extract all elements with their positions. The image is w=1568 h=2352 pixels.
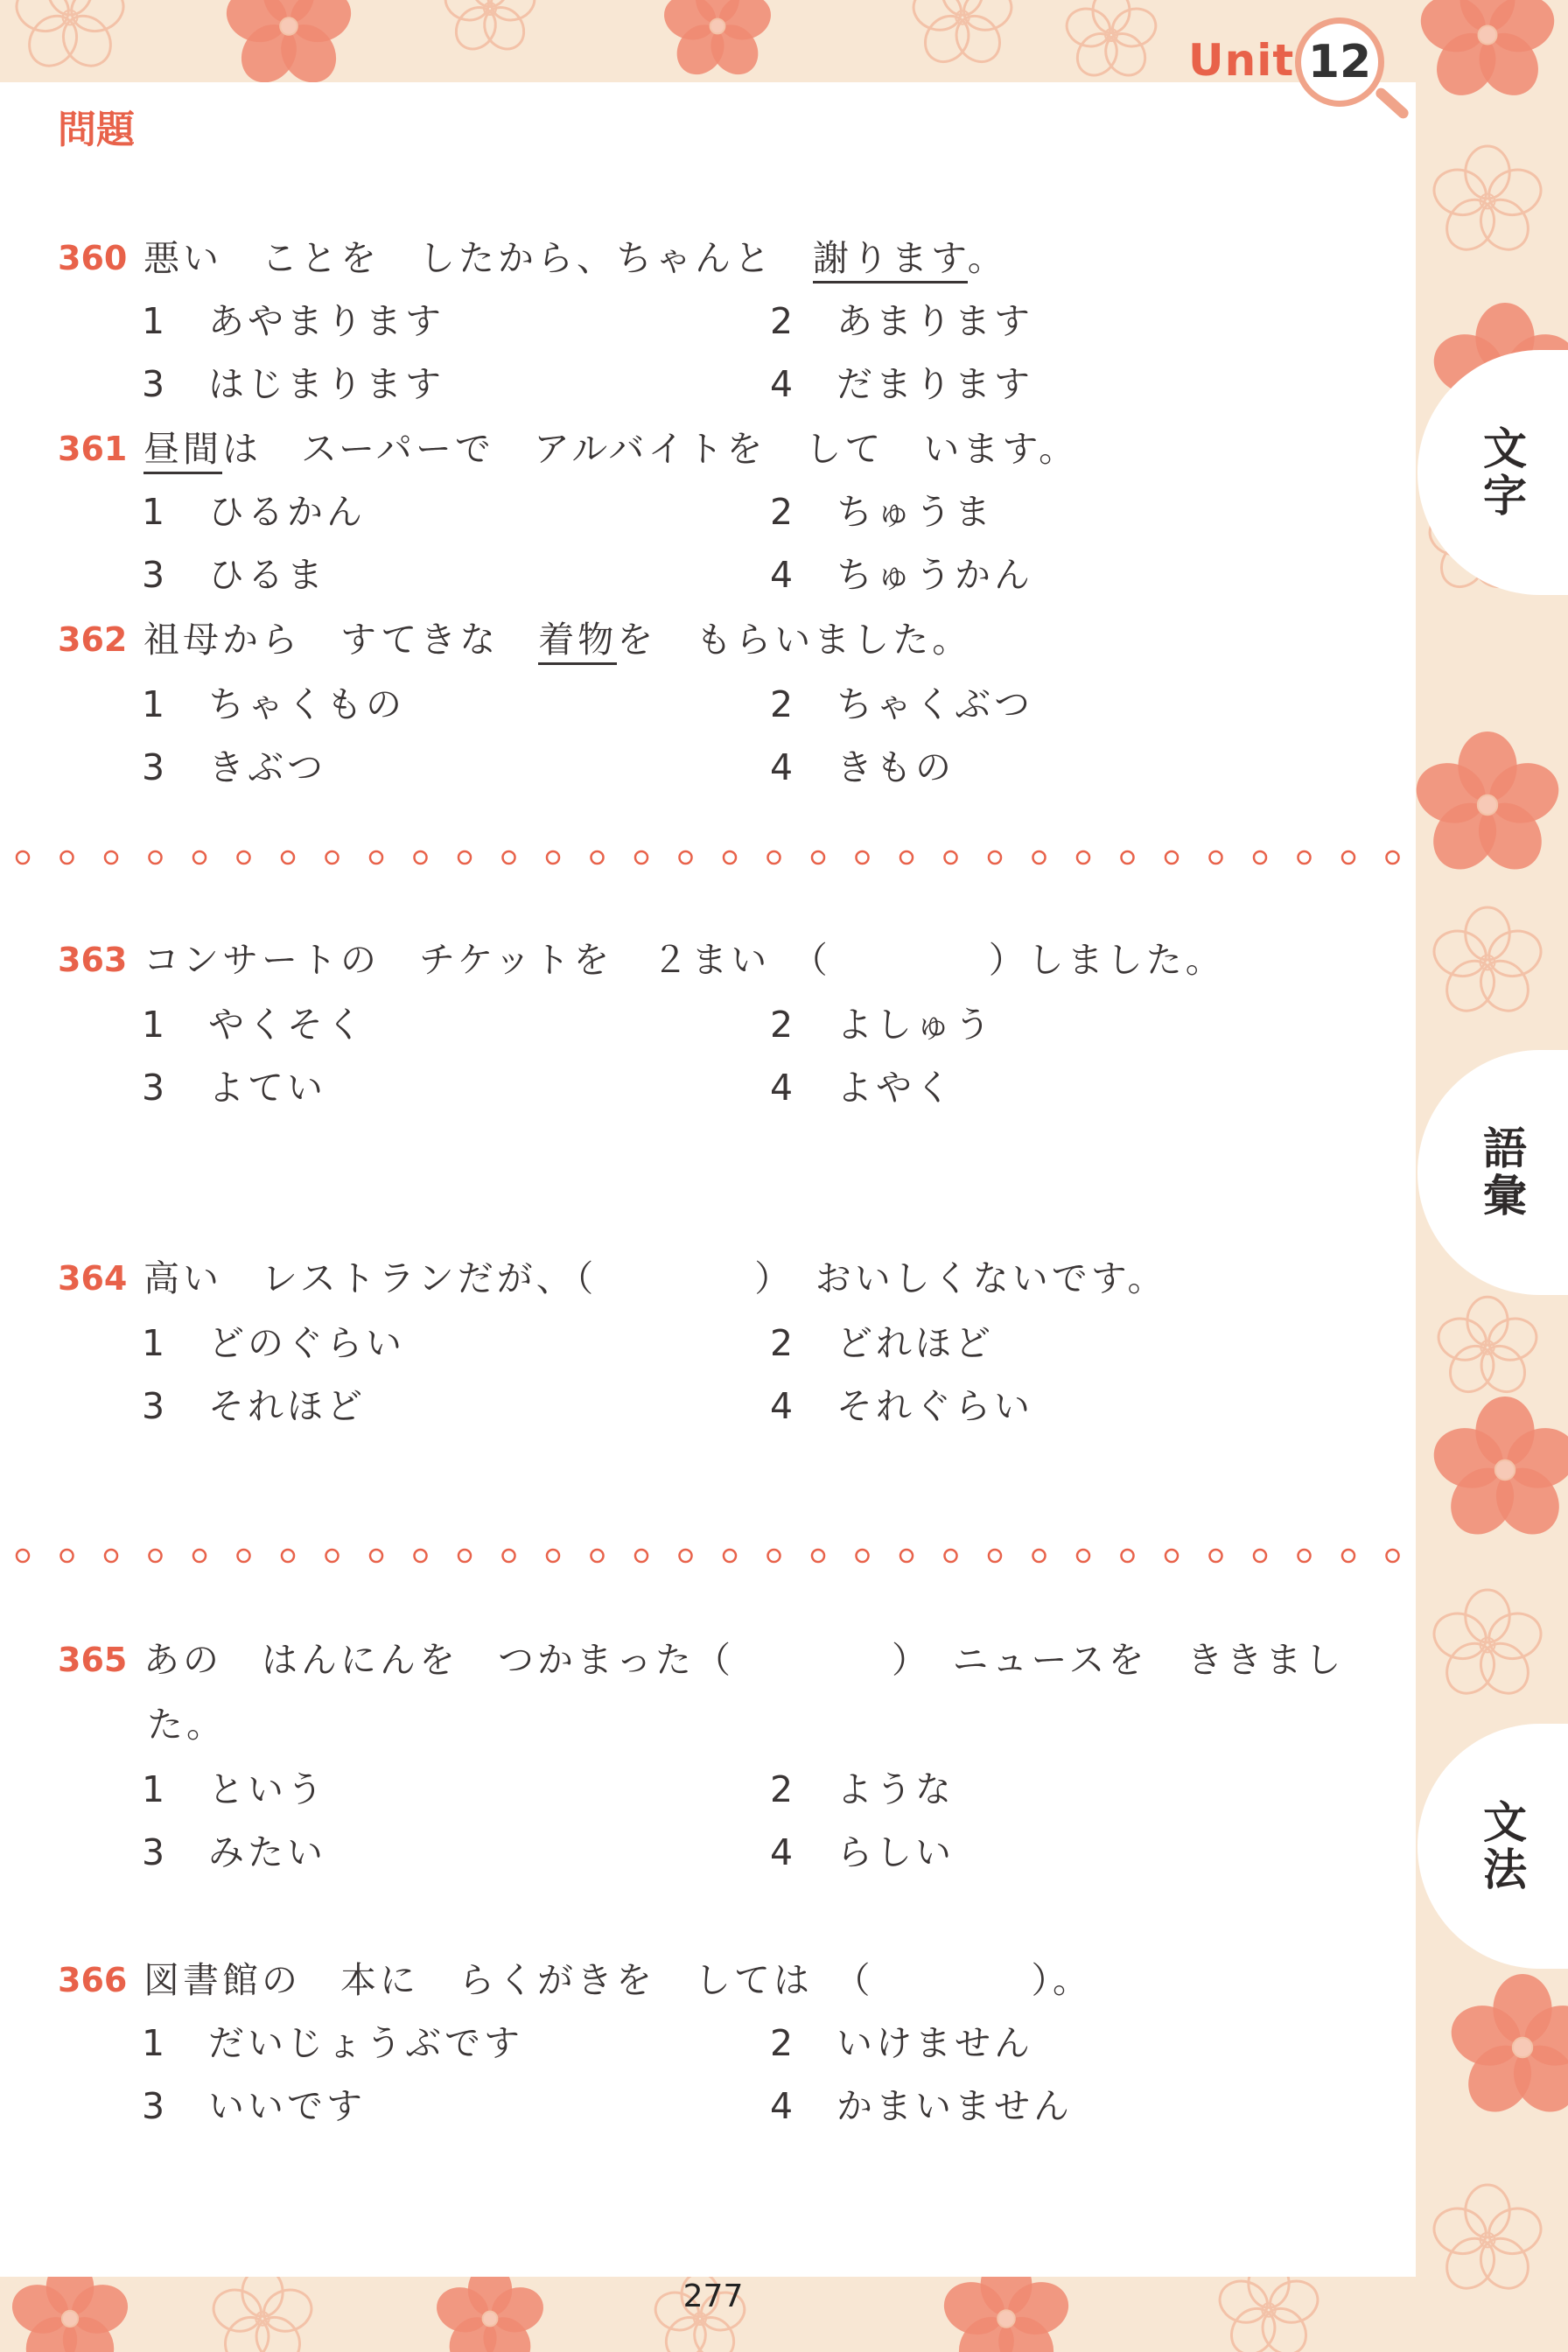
divider-dot <box>635 1550 648 1562</box>
sakura-flower-icon <box>1428 146 1546 259</box>
question-stem: 昼間は スーパーで アルバイトを して います。 <box>144 416 1078 481</box>
option-365-3[interactable]: 3 みたい <box>142 1831 326 1873</box>
divider-dot <box>238 1550 250 1562</box>
sakura-flower-icon <box>220 0 358 94</box>
divider-dot <box>458 1550 471 1562</box>
option-361-3[interactable]: 3 ひるま <box>142 554 326 596</box>
divider-dot <box>503 1550 515 1562</box>
divider-dot <box>1387 1550 1399 1562</box>
side-tab-label: 文字 <box>1476 425 1527 520</box>
divider-dot <box>1210 851 1222 864</box>
divider-dot <box>61 851 74 864</box>
sakura-flower-icon <box>1444 1974 1568 2124</box>
divider-dot <box>415 851 427 864</box>
divider-dot <box>326 851 339 864</box>
option-360-1[interactable]: 1 あやまります <box>142 300 444 342</box>
divider-dot <box>193 1550 206 1562</box>
question-number: 363 <box>58 941 128 979</box>
divider-dot <box>1077 851 1089 864</box>
divider-dot <box>945 851 957 864</box>
unit-number-badge: 12 <box>1295 18 1384 107</box>
option-361-1[interactable]: 1 ひるかん <box>142 491 366 533</box>
option-364-1[interactable]: 1 どのぐらい <box>142 1322 405 1364</box>
option-366-3[interactable]: 3 いいです <box>142 2085 366 2127</box>
divider-dot <box>17 1550 29 1562</box>
divider-dot <box>458 851 471 864</box>
side-tab-label: 文法 <box>1476 1799 1527 1894</box>
option-366-2[interactable]: 2 いけません <box>770 2022 1033 2064</box>
divider-dot <box>1387 851 1399 864</box>
option-365-4[interactable]: 4 らしい <box>770 1831 955 1873</box>
option-362-1[interactable]: 1 ちゃくもの <box>142 683 405 725</box>
divider-dot <box>547 851 559 864</box>
divider-dot <box>1033 851 1046 864</box>
sakura-flower-icon <box>441 0 540 57</box>
question-number: 365 <box>58 1641 128 1679</box>
question-361 <box>0 416 1400 481</box>
question-stem: 高い レストランだが、（ ） おいしくないです。 <box>144 1257 1167 1299</box>
question-363 <box>0 928 1400 992</box>
option-366-1[interactable]: 1 だいじょうぶです <box>142 2022 523 2064</box>
divider-dot <box>1342 851 1354 864</box>
underlined-word: 昼間 <box>144 428 222 474</box>
divider-dot <box>1122 1550 1134 1562</box>
divider-dot <box>680 851 692 864</box>
divider-dot <box>768 851 780 864</box>
divider-dot <box>989 1550 1001 1562</box>
divider-dot <box>370 1550 382 1562</box>
divider-dot <box>1254 1550 1266 1562</box>
divider-dot <box>61 1550 74 1562</box>
divider-dot <box>150 1550 162 1562</box>
sakura-flower-icon <box>1428 907 1546 1020</box>
dotted-divider <box>12 1545 1412 1566</box>
option-361-2[interactable]: 2 ちゅうま <box>770 491 994 533</box>
sakura-flower-icon <box>10 0 129 75</box>
question-360 <box>0 226 1400 290</box>
divider-dot <box>503 851 515 864</box>
divider-dot <box>1210 1550 1222 1562</box>
side-tab-label: 語彙 <box>1476 1125 1527 1220</box>
divider-dot <box>812 1550 824 1562</box>
divider-dot <box>680 1550 692 1562</box>
divider-dot <box>1254 851 1266 864</box>
divider-dot <box>415 1550 427 1562</box>
divider-dot <box>547 1550 559 1562</box>
question-362 <box>0 607 1400 672</box>
divider-dot <box>1342 1550 1354 1562</box>
option-360-2[interactable]: 2 あまります <box>770 300 1033 342</box>
question-366 <box>0 1948 1400 2012</box>
divider-dot <box>1033 1550 1046 1562</box>
question-stem-continuation: た。 <box>147 1704 226 1746</box>
question-number: 362 <box>58 620 128 659</box>
sakura-flower-icon <box>908 0 1017 70</box>
dotted-divider <box>12 847 1412 868</box>
question-stem: 図書館の 本に らくがきを しては （ ）。 <box>144 1959 1092 2001</box>
option-360-3[interactable]: 3 はじまります <box>142 363 444 405</box>
underlined-word: 謝ります <box>813 237 968 284</box>
divider-dot <box>592 851 604 864</box>
option-365-2[interactable]: 2 ような <box>770 1768 955 1810</box>
question-365 <box>0 1628 1400 1692</box>
question-364 <box>0 1246 1400 1311</box>
question-number: 361 <box>58 430 128 468</box>
divider-dot <box>945 1550 957 1562</box>
option-362-3[interactable]: 3 きぶつ <box>142 746 326 788</box>
divider-dot <box>900 851 913 864</box>
question-stem: コンサートの チケットを ２まい （ ）しました。 <box>144 939 1225 981</box>
divider-dot <box>193 851 206 864</box>
option-364-2[interactable]: 2 どれほど <box>770 1322 994 1364</box>
divider-dot <box>1298 851 1311 864</box>
divider-dot <box>105 851 117 864</box>
underlined-word: 着物 <box>538 619 617 665</box>
divider-dot <box>1122 851 1134 864</box>
divider-dot <box>282 1550 294 1562</box>
option-365-1[interactable]: 1 という <box>142 1768 326 1810</box>
option-363-3[interactable]: 3 よてい <box>142 1067 326 1109</box>
question-number: 364 <box>58 1259 128 1298</box>
divider-dot <box>812 851 824 864</box>
option-364-4[interactable]: 4 それぐらい <box>770 1385 1033 1427</box>
divider-dot <box>282 851 294 864</box>
option-366-4[interactable]: 4 かまいません <box>770 2085 1073 2127</box>
option-363-4[interactable]: 4 よやく <box>770 1067 955 1109</box>
sakura-flower-icon <box>1433 1297 1542 1400</box>
divider-dot <box>1298 1550 1311 1562</box>
sakura-flower-icon <box>1409 732 1567 882</box>
divider-dot <box>857 851 869 864</box>
divider-dot <box>17 851 29 864</box>
page-number: 277 <box>682 2278 744 2314</box>
divider-dot <box>105 1550 117 1562</box>
question-number: 366 <box>58 1961 128 1999</box>
unit-label: Unit <box>1188 35 1295 86</box>
divider-dot <box>592 1550 604 1562</box>
section-title: 問題 <box>58 108 135 152</box>
divider-dot <box>635 851 648 864</box>
divider-dot <box>989 851 1001 864</box>
divider-dot <box>150 851 162 864</box>
option-362-4[interactable]: 4 きもの <box>770 746 955 788</box>
option-364-3[interactable]: 3 それほど <box>142 1385 366 1427</box>
divider-dot <box>857 1550 869 1562</box>
sakura-flower-icon <box>1413 0 1561 107</box>
divider-dot <box>238 851 250 864</box>
divider-dot <box>724 1550 736 1562</box>
divider-dot <box>1077 1550 1089 1562</box>
divider-dot <box>1166 1550 1178 1562</box>
divider-dot <box>370 851 382 864</box>
sakura-flower-icon <box>1426 1396 1568 1547</box>
divider-dot <box>326 1550 339 1562</box>
question-number: 360 <box>58 239 128 277</box>
sakura-flower-icon <box>1428 2185 1546 2298</box>
sakura-flower-icon <box>658 0 776 84</box>
divider-dot <box>1166 851 1178 864</box>
option-363-2[interactable]: 2 よしゅう <box>770 1004 994 1046</box>
option-362-2[interactable]: 2 ちゃくぶつ <box>770 683 1033 725</box>
option-361-4[interactable]: 4 ちゅうかん <box>770 554 1033 596</box>
question-stem: 悪い ことを したから、ちゃんと 謝ります。 <box>144 226 1007 290</box>
question-stem: あの はんにんを つかまった（ ） ニュースを ききまし <box>144 1639 1345 1681</box>
question-stem: 祖母から すてきな 着物を もらいました。 <box>144 607 971 672</box>
option-363-1[interactable]: 1 やくそく <box>142 1004 366 1046</box>
option-360-4[interactable]: 4 だまります <box>770 363 1033 405</box>
divider-dot <box>768 1550 780 1562</box>
sakura-flower-icon <box>1428 1590 1546 1703</box>
sakura-flower-icon <box>1062 0 1161 83</box>
divider-dot <box>724 851 736 864</box>
divider-dot <box>900 1550 913 1562</box>
